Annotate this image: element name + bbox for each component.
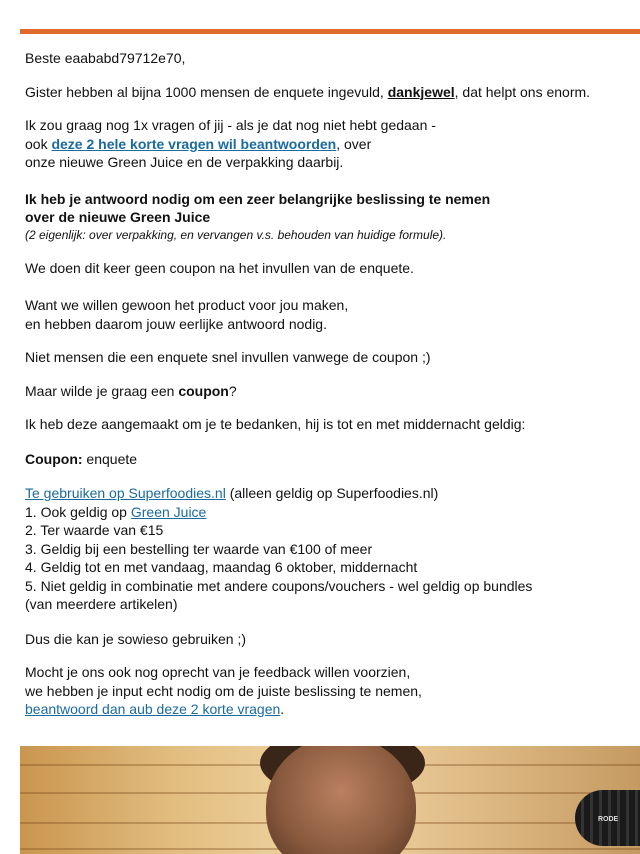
- paragraph-request: Ik zou graag nog 1x vragen of jij - als je dat nog niet hebt gedaan - ook deze 2 hele korte vragen wil beantwoorden, over onze nieuwe Green Juice en de verpakking daarbij.: [25, 117, 436, 170]
- thanks-emphasis: dankjewel: [387, 83, 455, 100]
- paragraph-coupon-intro: Ik heb deze aangemaakt om je te bedanken, hij is tot en met middernacht geldig:: [25, 416, 526, 432]
- important-note: (2 eigenlijk: over verpakking, en vervangen v.s. behouden van huidige formule).: [25, 227, 447, 242]
- greeting: Beste eaababd79712e70,: [25, 50, 186, 66]
- important-heading: Ik heb je antwoord nodig om een zeer belangrijke beslissing te nemen over de nieuwe Green Juice: [25, 190, 491, 225]
- condition-5: 5. Niet geldig in combinatie met andere coupons/vouchers - wel geldig op bundles: [25, 577, 533, 594]
- green-juice-link[interactable]: Green Juice: [130, 503, 207, 520]
- condition-4: 4. Geldig tot en met vandaag, maandag 6 oktober, middernacht: [25, 559, 418, 575]
- paragraph-use-anyway: Dus die kan je sowieso gebruiken ;): [25, 630, 247, 647]
- coupon-label: Coupon:: [25, 450, 83, 467]
- condition-3: 3. Geldig bij een bestelling ter waarde van €100 of meer: [25, 540, 373, 557]
- paragraph-coupon-question: Maar wilde je graag een coupon?: [25, 382, 237, 399]
- coupon-line: [25, 450, 635, 469]
- paragraph-thanks: Gister hebben al bijna 1000 mensen de enquete ingevuld, dankjewel, dat helpt ons enorm.: [25, 83, 591, 100]
- paragraph-feedback: Mocht je ons ook nog oprecht van je feedback willen voorzien, we hebben je input echt nodig om de juiste beslissing te nemen, beantwoord dan aub deze 2 korte vragen.: [25, 664, 422, 717]
- superfoodies-link[interactable]: Te gebruiken op Superfoodies.nl: [25, 485, 226, 501]
- paragraph-honest-answer: Want we willen gewoon het product voor jou maken, en hebben daarom jouw eerlijke antwoord nodig.: [25, 297, 349, 332]
- condition-2: 2. Ter waarde van €15: [25, 522, 164, 538]
- coupon-emphasis: coupon: [178, 382, 229, 399]
- paragraph-not-for-coupon: Niet mensen die een enquete snel invullen vanwege de coupon ;): [25, 349, 431, 365]
- coupon-conditions: Te gebruiken op Superfoodies.nl (alleen geldig op Superfoodies.nl) 1. Ook geldig op Green Juice 2. Ter waarde van €15 3. Geldig bij een bestelling ter waarde van €100 of meer 4. Geldig tot en met vandaag, maandag 6 oktober, middernacht 5. Niet geldig in combinatie met andere coupons/vouchers - wel geldig op bundles (van meerdere artikelen): [25, 485, 533, 612]
- answer-questions-link[interactable]: beantwoord dan aub deze 2 korte vragen: [25, 701, 281, 717]
- paragraph-no-coupon: We doen dit keer geen coupon na het invullen van de enquete.: [25, 259, 414, 276]
- header-accent-bar: [20, 29, 640, 34]
- microphone-label: RODE: [598, 816, 619, 823]
- email-body: [25, 49, 635, 719]
- person-head: [266, 746, 416, 854]
- header-photo: [20, 746, 640, 854]
- coupon-code: enquete: [82, 450, 138, 467]
- survey-link[interactable]: deze 2 hele korte vragen wil beantwoorden: [51, 135, 337, 152]
